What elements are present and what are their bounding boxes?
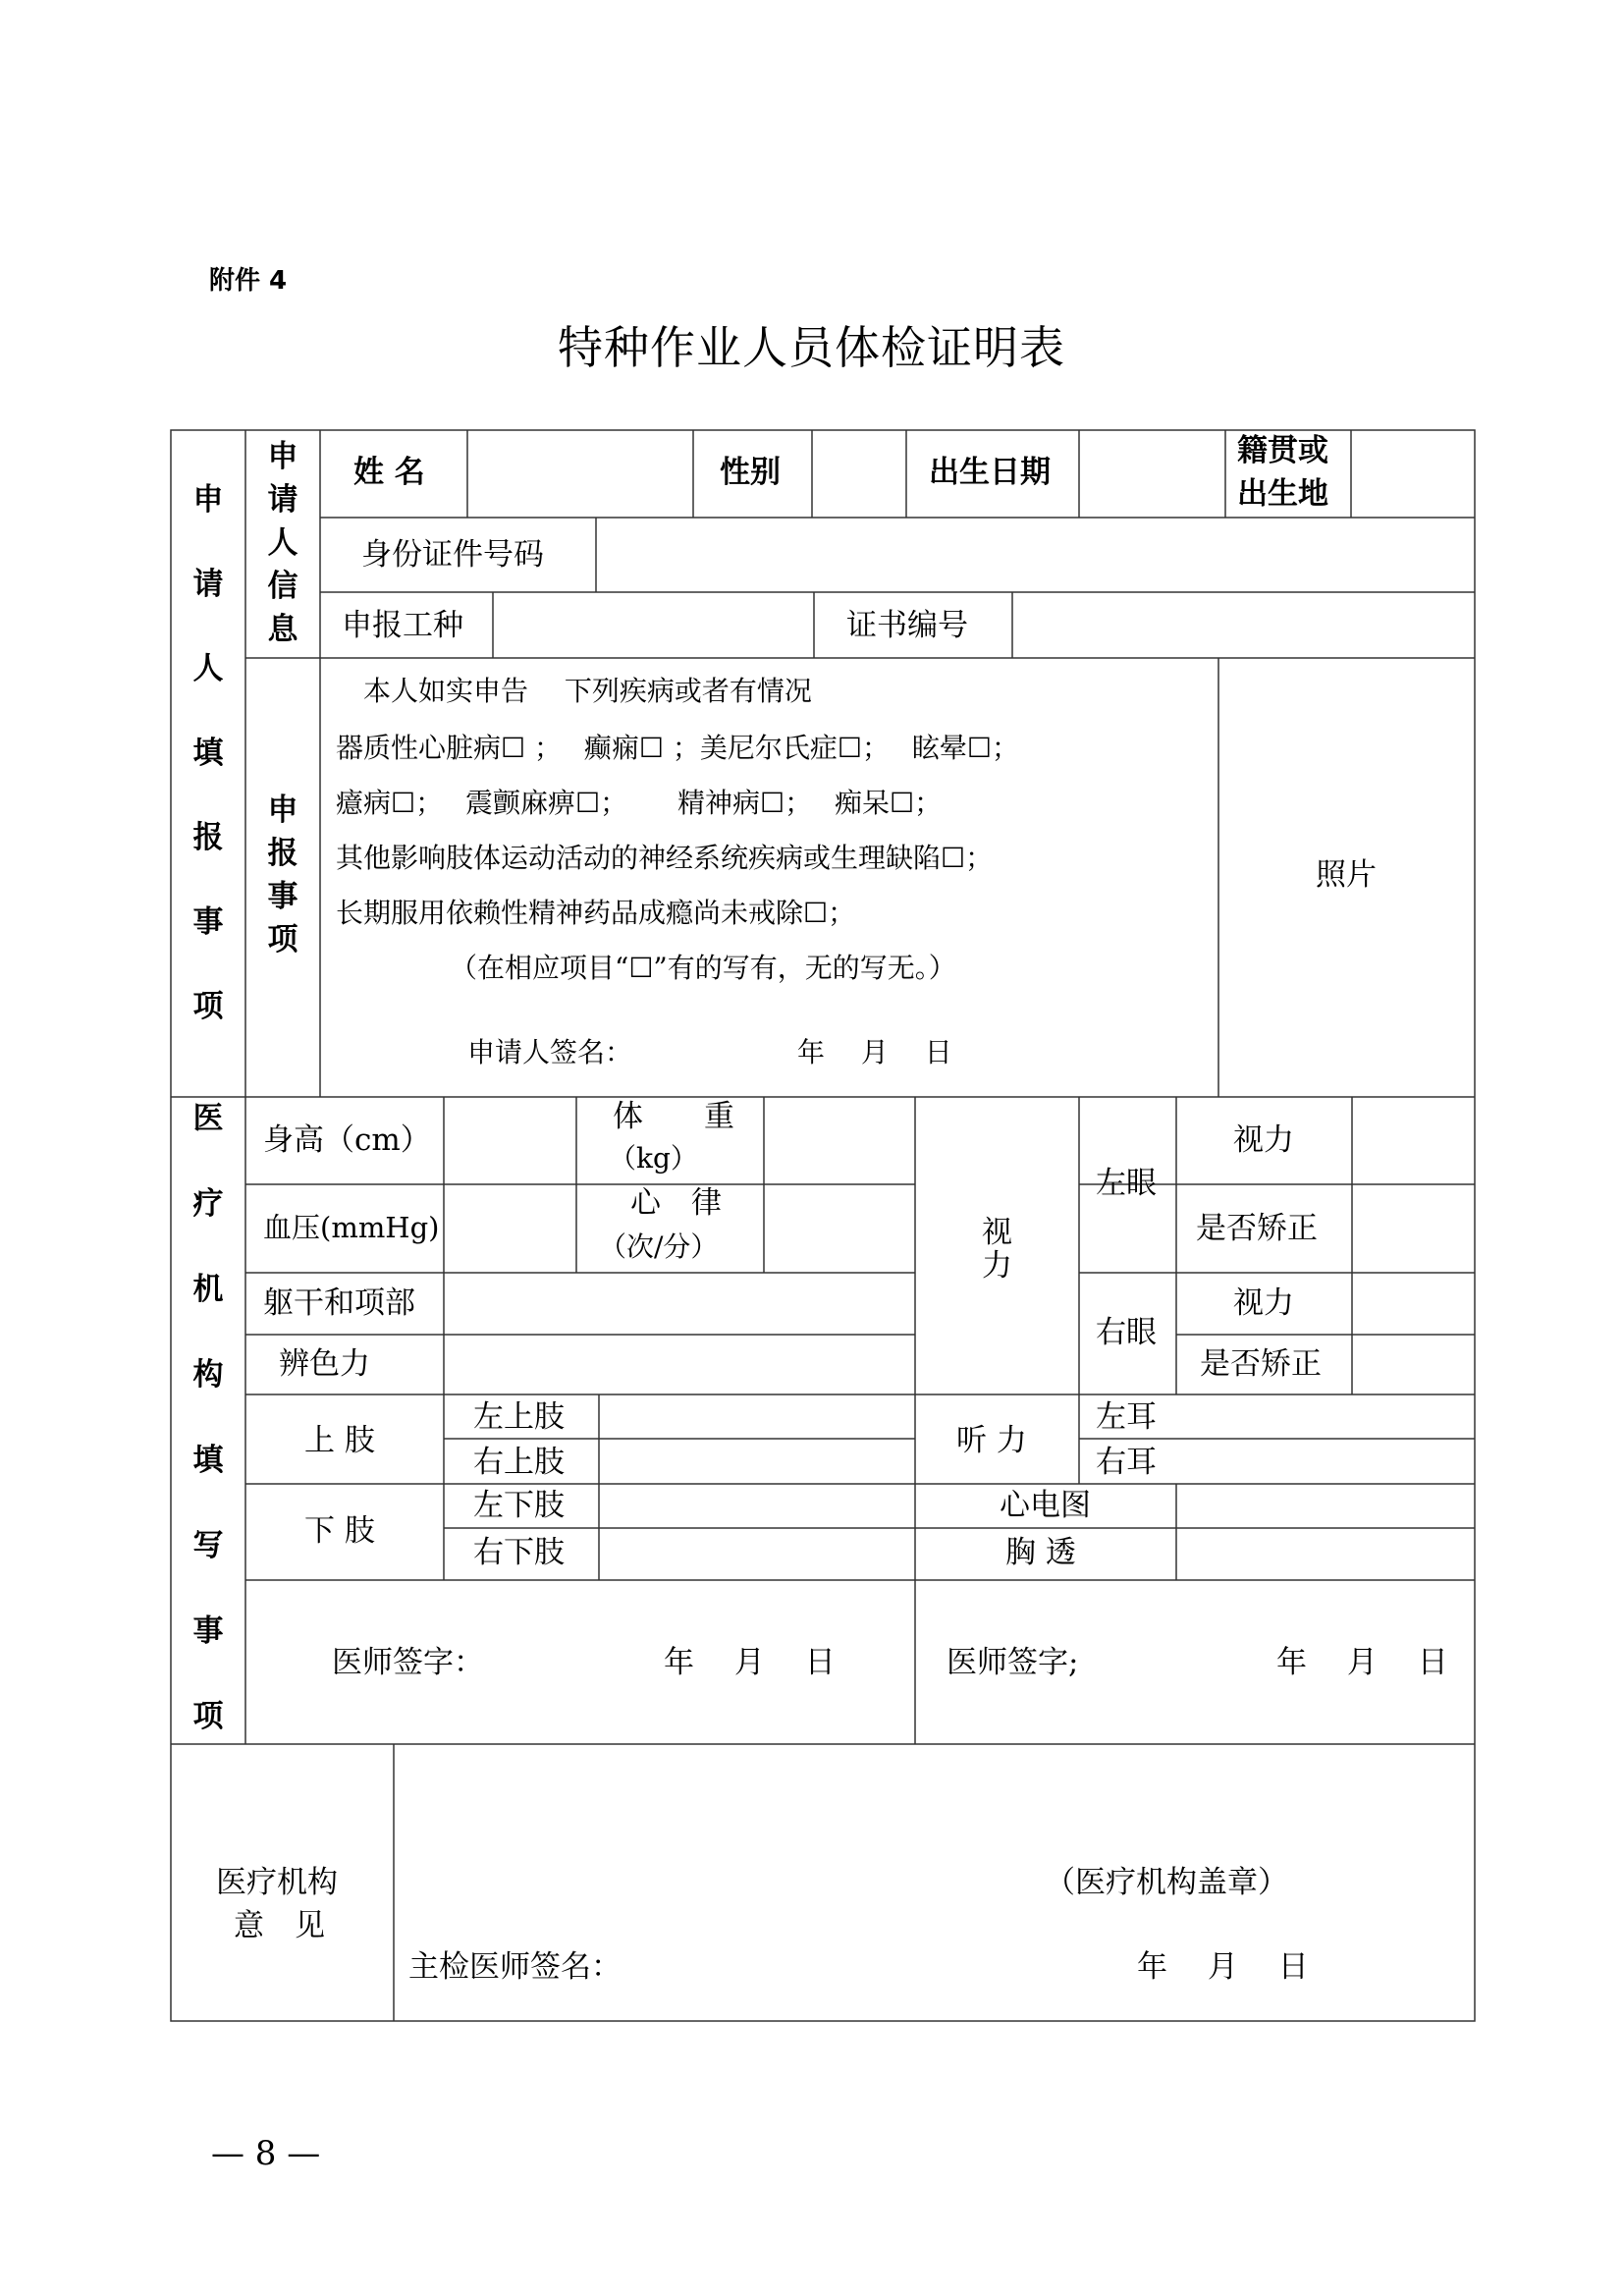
left-upper-limb-label: 左上肢 [473,1399,565,1435]
right-corrected-label: 是否矫正 [1200,1346,1322,1382]
trunk-neck-label: 躯干和项部 [263,1285,415,1321]
weight-label: 体 重 [613,1099,734,1134]
id-number-label: 身份证件号码 [361,537,544,573]
left-lower-limb-label: 左下肢 [473,1488,565,1523]
institution-seal-label: （医疗机构盖章） [1045,1865,1288,1900]
doctor-signature-label-1: 医师签字： [332,1645,484,1680]
photo-placeholder: 照片 [1316,857,1377,893]
applicant-signature-date: 年 月 日 [797,1036,952,1068]
chief-doctor-signature-date: 年 月 日 [1137,1949,1309,1985]
institution-opinion-label-2: 意 见 [234,1908,325,1943]
attachment-label: 附件 4 [209,266,288,296]
left-corrected-label: 是否矫正 [1196,1211,1318,1246]
declaration-diseases-1: 器质性心脏病☐ ； 癫痫☐ ；美尼尔氏症☐； 眩晕☐； [336,732,1020,764]
doctor-signature-date-1: 年 月 日 [664,1645,836,1680]
heart-rate-unit: （次/分） [599,1230,719,1263]
ecg-label: 心电图 [1000,1488,1091,1523]
declaration-diseases-4: 长期服用依赖性精神药品成瘾尚未戒除☐； [336,897,856,929]
right-ear-label: 右耳 [1096,1445,1157,1480]
declaration-instruction: （在相应项目“☐”有的写有，无的写无。） [450,952,956,984]
hearing-label: 听 力 [956,1423,1027,1458]
doctor-signature-label-2: 医师签字; [947,1645,1079,1680]
lower-limb-label: 下 肢 [304,1513,375,1549]
declaration-label: 申 报 事 项 [267,793,298,957]
right-eye-label: 右眼 [1096,1315,1157,1350]
applicant-info-label: 申 请 人 信 息 [267,439,298,647]
job-type-label: 申报工种 [342,608,463,643]
color-vision-label: 辨色力 [279,1346,370,1382]
right-lower-limb-label: 右下肢 [473,1535,565,1570]
weight-unit: （kg） [609,1142,698,1175]
right-upper-limb-label: 右上肢 [473,1445,565,1480]
page-title: 特种作业人员体检证明表 [558,321,1065,374]
height-label: 身高（cm） [263,1122,431,1158]
institution-opinion-label-1: 医疗机构 [216,1865,338,1900]
vision-label-2: 力 [982,1248,1012,1284]
vision-label-1: 视 [982,1215,1012,1250]
chief-doctor-signature-label: 主检医师签名： [408,1949,622,1985]
name-label: 姓 名 [353,455,425,490]
left-acuity-label: 视力 [1233,1122,1294,1158]
right-acuity-label: 视力 [1233,1285,1294,1321]
medical-section-label: 医 疗 机 构 填 写 事 项 [192,1101,224,1734]
origin-label-line2: 出生地 [1237,476,1328,512]
left-ear-label: 左耳 [1096,1399,1157,1435]
doctor-signature-date-2: 年 月 日 [1276,1645,1448,1680]
heart-rate-label: 心 律 [630,1185,722,1221]
declaration-diseases-3: 其他影响肢体运动活动的神经系统疾病或生理缺陷☐； [336,842,994,874]
certificate-number-label: 证书编号 [846,608,968,643]
applicant-signature-label: 申请人签名： [467,1036,633,1068]
chest-xray-label: 胸 透 [1005,1535,1076,1570]
declaration-diseases-2: 癔病☐； 震颤麻痹☐； 精神病☐； 痴呆☐； [336,787,943,819]
blood-pressure-label: 血压(mmHg) [263,1211,440,1244]
page-number: — 8 — [211,2134,321,2173]
declaration-intro: 本人如实申告 下列疾病或者有情况 [363,675,812,707]
origin-label-line1: 籍贯或 [1237,433,1328,468]
applicant-section-label: 申 请 人 填 报 事 项 [192,482,224,1024]
upper-limb-label: 上 肢 [304,1423,375,1458]
left-eye-label: 左眼 [1096,1166,1157,1201]
birthdate-label: 出生日期 [929,455,1051,490]
gender-label: 性别 [720,455,781,490]
